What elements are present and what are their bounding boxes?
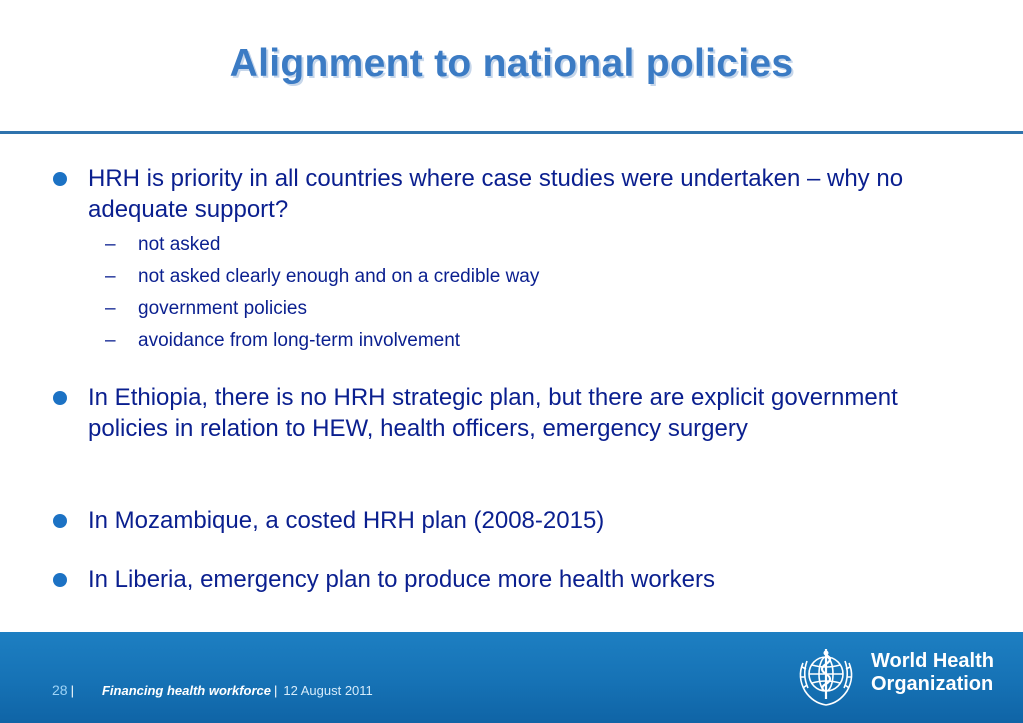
- bullet-text: In Mozambique, a costed HRH plan (2008-2015): [88, 507, 605, 534]
- bullet-text: In Ethiopia, there is no HRH strategic plan, but there are explicit government policies in relation to HEW, health officers, emergency surgery: [88, 384, 898, 442]
- who-emblem-icon: [791, 641, 861, 711]
- bullet-text: HRH is priority in all countries where case studies were undertaken – why no adequate support?: [88, 165, 904, 223]
- bullet-text: In Liberia, emergency plan to produce more health workers: [88, 566, 715, 593]
- dash-icon: –: [105, 298, 116, 319]
- bullet-item: [53, 564, 953, 595]
- slide-title: Alignment to national policies: [229, 42, 794, 85]
- bullet-dot-icon: [53, 514, 67, 528]
- dash-icon: –: [105, 234, 116, 255]
- sub-item: [105, 297, 307, 321]
- bullet-item: [53, 505, 953, 536]
- sub-item-text: government policies: [138, 298, 307, 319]
- bullet-dot-icon: [53, 172, 67, 186]
- who-wordmark-line2: Organization: [871, 673, 994, 695]
- footer-subject: Financing health workforce: [101, 683, 271, 698]
- bullet-item: [53, 163, 953, 225]
- dash-icon: –: [105, 266, 116, 287]
- sub-item: [105, 265, 539, 289]
- page-number: 28: [52, 682, 68, 698]
- bullet-dot-icon: [53, 573, 67, 587]
- footer-band: [0, 632, 1023, 723]
- footer-separator: |: [274, 683, 278, 698]
- footer-separator: |: [70, 683, 74, 698]
- sub-item: [105, 233, 220, 257]
- footer-info: [52, 682, 373, 698]
- bullet-item: [53, 382, 953, 444]
- dash-icon: –: [105, 330, 116, 351]
- bullet-dot-icon: [53, 391, 67, 405]
- sub-item-text: not asked clearly enough and on a credible way: [138, 266, 540, 287]
- sub-item: [105, 329, 460, 353]
- who-wordmark: [871, 650, 994, 696]
- sub-item-text: not asked: [138, 234, 221, 255]
- sub-item-text: avoidance from long-term involvement: [138, 330, 461, 351]
- who-wordmark-line1: World Health: [871, 650, 994, 672]
- footer-date: 12 August 2011: [283, 683, 373, 698]
